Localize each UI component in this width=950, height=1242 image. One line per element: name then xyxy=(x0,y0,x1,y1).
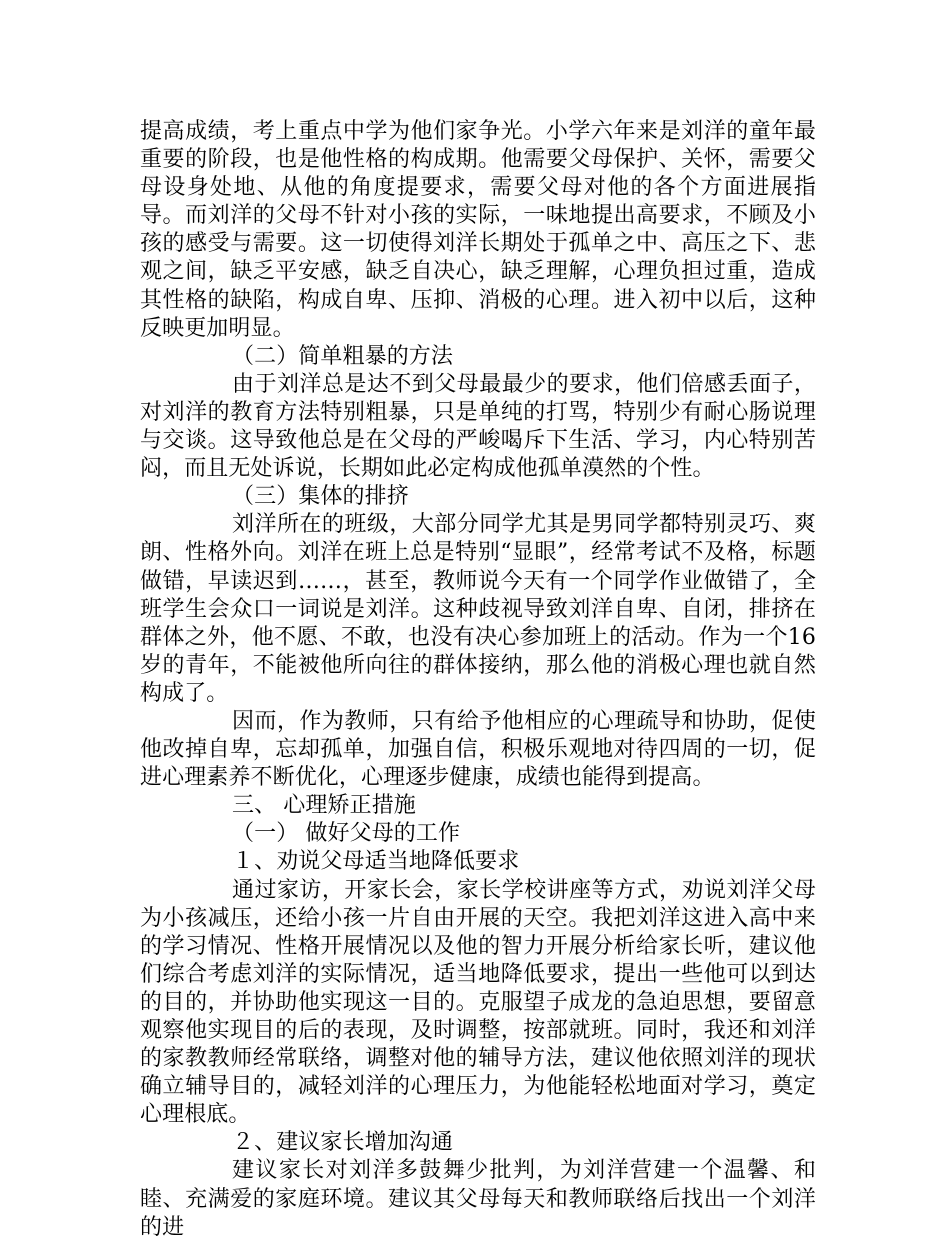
heading-increase-communication: ２、建议家长增加沟通 xyxy=(232,1130,454,1156)
paragraph-family-pressure: 提高成绩，考上重点中学为他们家争光。小学六年来是刘洋的童年最重要的阶段，也是他性格的构成期。他需要父母保护、关怀，需要父母设身处地、从他的角度提要求，需要父母对他的各个方面进展指导。而刘洋的父母不针对小孩的实际，一味地提出高要求，不顾及小孩的感受与需要。这一切使得刘洋长期处于孤单之中、高压之下、悲观之间，缺乏平安感，缺乏自决心，缺乏理解，心理负担过重，造成其性格的缺陷，构成自卑、压抑、消极的心理。进入初中以后，这种反映更加明显。 xyxy=(140,119,816,341)
document-page xyxy=(140,118,816,1242)
heading-lower-requirements: １、劝说父母适当地降低要求 xyxy=(232,849,520,875)
paragraph-group-exclusion: 刘洋所在的班级，大部分同学尤其是男同学都特别灵巧、爽朗、性格外向。刘洋在班上总是特别“显眼”，经常考试不及格，标题做错，早读迟到……，甚至，教师说今天有一个同学作业做错了，全班学生会众口一词说是刘洋。这种歧视导致刘洋自卑、自闭，排挤在群体之外，他不愿、不敢，也没有决心参加班上的活动。作为一个16岁的青年，不能被他所向往的群体接纳，那么他的消极心理也就自然构成了。 xyxy=(140,512,816,706)
heading-rough-methods: （二）简单粗暴的方法 xyxy=(232,343,454,369)
heading-parent-work: （一） 做好父母的工作 xyxy=(232,821,461,847)
heading-correction-measures: 三、 心理矫正措施 xyxy=(232,793,416,819)
paragraph-teacher-role: 因而，作为教师，只有给予他相应的心理疏导和协助，促使他改掉自卑，忘却孤单，加强自信，积极乐观地对待四周的一切，促进心理素养不断优化，心理逐步健康，成绩也能得到提高。 xyxy=(140,708,816,791)
heading-group-exclusion: （三）集体的排挤 xyxy=(232,484,409,510)
paragraph-rough-methods: 由于刘洋总是达不到父母最最少的要求，他们倍感丢面子，对刘洋的教育方法特别粗暴，只是单纯的打骂，特别少有耐心肠说理与交谈。这导致他总是在父母的严峻喝斥下生活、学习，内心特别苦闷，而且无处诉说，长期如此必定构成他孤单漠然的个性。 xyxy=(140,371,816,482)
paragraph-increase-communication: 建议家长对刘洋多鼓舞少批判，为刘洋营建一个温馨、和睦、充满爱的家庭环境。建议其父母每天和教师联络后找出一个刘洋的进 xyxy=(140,1158,816,1240)
paragraph-lower-requirements: 通过家访，开家长会，家长学校讲座等方式，劝说刘洋父母为小孩减压，还给小孩一片自由开展的天空。我把刘洋这进入高中来的学习情况、性格开展情况以及他的智力开展分析给家长听，建议他们综合考虑刘洋的实际情况，适当地降低要求，提出一些他可以到达的目的，并协助他实现这一目的。克服望子成龙的急迫思想，要留意观察他实现目的后的表现，及时调整，按部就班。同时，我还和刘洋的家教教师经常联络，调整对他的辅导方法，建议他依照刘洋的现状确立辅导目的，减轻刘洋的心理压力，为他能轻松地面对学习，奠定心理根底。 xyxy=(140,877,816,1128)
